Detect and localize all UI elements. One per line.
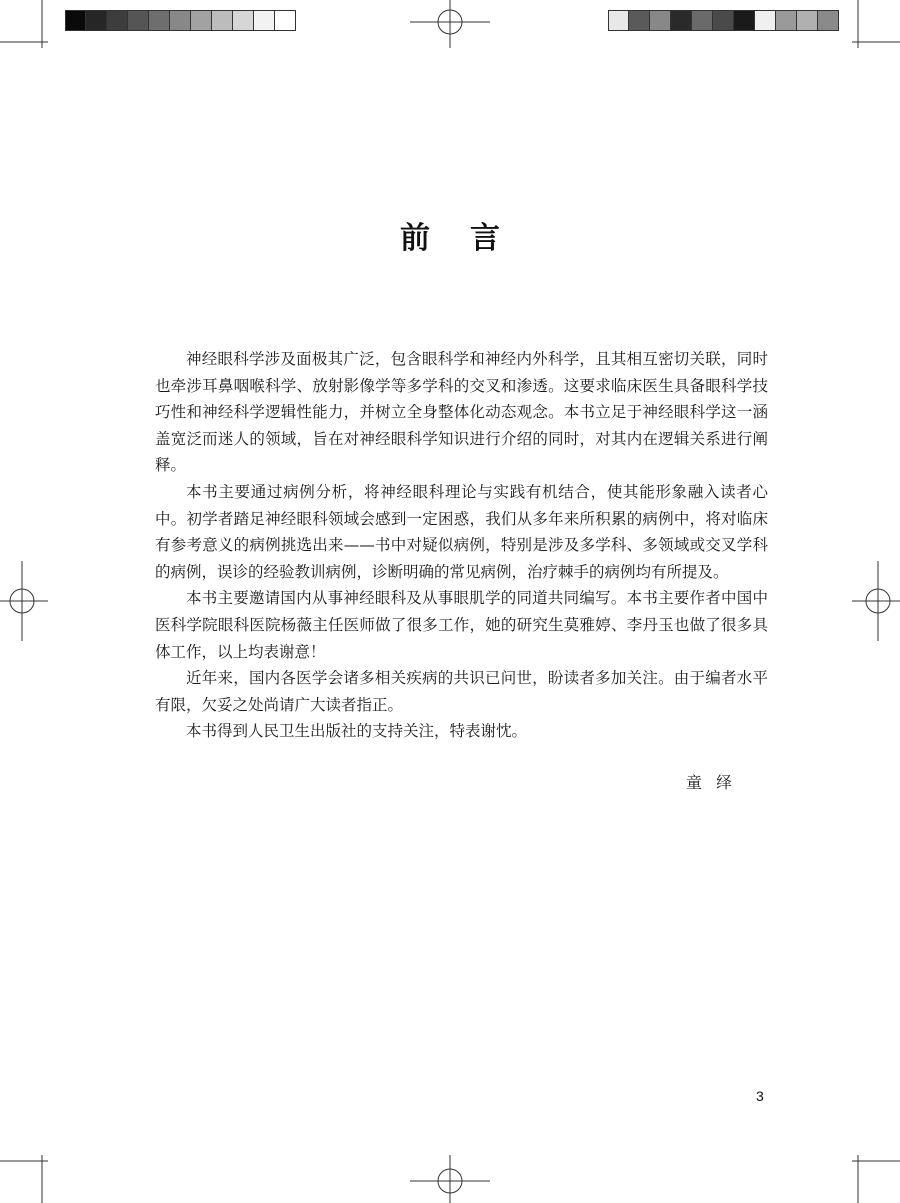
crop-mark-bottom-right [852, 1155, 900, 1203]
preface-body [155, 346, 768, 745]
paragraph-5: 本书得到人民卫生出版社的支持关注，特表谢忱。 [186, 722, 528, 741]
crop-mark-bottom-left [0, 1155, 48, 1203]
crop-mark-top-left [0, 0, 48, 48]
registration-mark-right [852, 561, 900, 641]
page-number: 3 [756, 1088, 764, 1104]
crop-mark-top-right [852, 0, 900, 48]
registration-mark-top [410, 0, 490, 48]
paragraph-4: 近年来，国内各医学会诸多相关疾病的共识已问世，盼读者多加关注。由于编者水平有限，欠妥之处尚请广大读者指正。 [155, 669, 768, 714]
paragraph-2: 本书主要通过病例分析，将神经眼科理论与实践有机结合，使其能形象融入读者心中。初学者踏足神经眼科领域会感到一定困惑，我们从多年来所积累的病例中，将对临床有参考意义的病例挑选出来——书中对疑似病例，特别是涉及多学科、多领域或交叉学科的病例，误诊的经验教训病例，诊断明确的常见病例，治疗棘手的病例均有所提及。 [155, 482, 768, 581]
registration-mark-bottom [410, 1155, 490, 1203]
paragraph-1: 神经眼科学涉及面极其广泛，包含眼科学和神经内外科学，且其相互密切关联，同时也牵涉耳鼻咽喉科学、放射影像学等多学科的交叉和渗透。这要求临床医生具备眼科学技巧性和神经科学逻辑性能力，并树立全身整体化动态观念。本书立足于神经眼科学这一涵盖宽泛而迷人的领域，旨在对神经眼科学知识进行介绍的同时，对其内在逻辑关系进行阐释。 [155, 350, 768, 475]
author-signature: 童绎 [686, 773, 747, 792]
registration-mark-left [0, 561, 48, 641]
paragraph-3: 本书主要邀请国内从事神经眼科及从事眼肌学的同道共同编写。本书主要作者中国中医科学院眼科医院杨薇主任医师做了很多工作，她的研究生莫雅婷、李丹玉也做了很多具体工作，以上均表谢意！ [155, 589, 768, 661]
page-title: 前言 [400, 221, 540, 256]
